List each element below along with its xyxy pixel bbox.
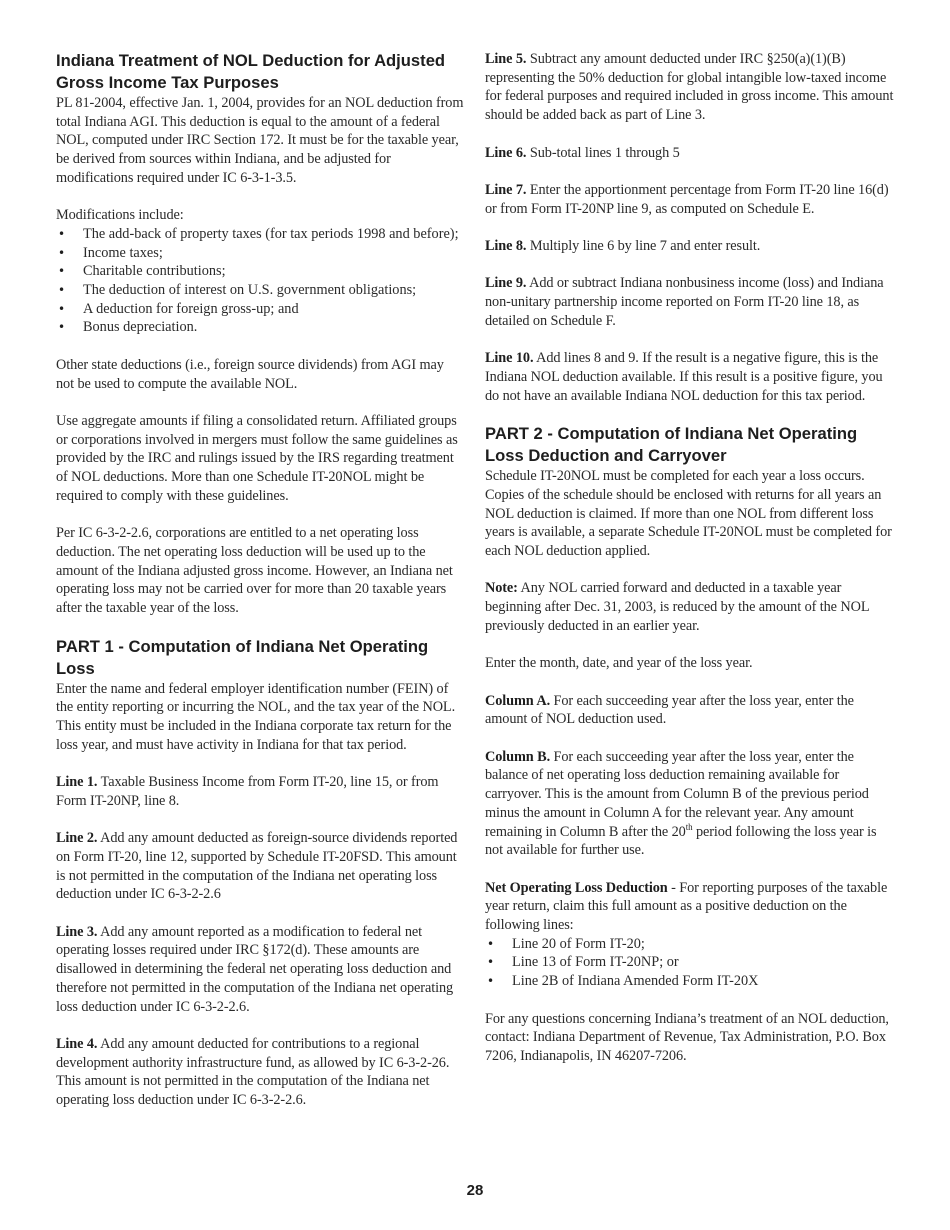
contact-paragraph: For any questions concerning Indiana’s treatment of an NOL deduction, contact: Indiana Department of Revenue, Tax Administration, P.O. Box 7206, Indianapolis, IN 46207-7206. bbox=[485, 1010, 889, 1064]
line-text: Enter the apportionment percentage from Form IT-20 line 16(d) or from Form IT-20NP line 9, as computed on Schedule E. bbox=[485, 181, 889, 217]
line-text: Add any amount reported as a modification to federal net operating losses required under IRC §172(d). These amounts are disallowed in determining the federal net operating loss deduction and therefore not permitted in the computation of the Indiana net operating loss deduction under IC 6-3-2-2.6. bbox=[56, 923, 454, 1015]
line-label: Line 4. bbox=[56, 1035, 98, 1052]
line-text: Taxable Business Income from Form IT-20, line 15, or from Form IT-20NP, line 8. bbox=[56, 774, 439, 809]
list-item: • Bonus depreciation. bbox=[56, 318, 464, 337]
line-2-paragraph bbox=[56, 829, 464, 904]
line-text: Multiply line 6 by line 7 and enter result. bbox=[526, 237, 761, 254]
heading-nol-agi: Indiana Treatment of NOL Deduction for Adjusted Gross Income Tax Purposes bbox=[56, 51, 446, 92]
column-a-text: For each succeeding year after the loss year, enter the amount of NOL deduction used. bbox=[485, 692, 854, 728]
column-b-text: For each succeeding year after the loss year, enter the balance of net operating loss deduction remaining available for carryover. This is the amount from Column B of the previous period minus the amount in Column A for the relevant year. Any amount remaining in Column B after the 20 bbox=[485, 748, 869, 840]
line-7-paragraph bbox=[485, 181, 897, 218]
note-label: Note: bbox=[485, 580, 518, 597]
line-label: Line 5. bbox=[485, 51, 527, 67]
list-item: • The add-back of property taxes (for tax periods 1998 and before); bbox=[56, 225, 464, 244]
other-deductions-paragraph: Other state deductions (i.e., foreign source dividends) from AGI may not be used to compute the available NOL. bbox=[56, 356, 444, 392]
list-item: • Charitable contributions; bbox=[56, 262, 464, 281]
line-label: Line 2. bbox=[56, 830, 98, 847]
line-1-paragraph bbox=[56, 773, 464, 810]
part1-intro-paragraph: Enter the name and federal employer identification number (FEIN) of the entity reporting or incurring the NOL, and the tax year of the NOL. This entity must be included in the Indiana corporate tax return for the loss year, and must have activity in Indiana for that tax period. bbox=[56, 680, 456, 753]
modifications-list bbox=[56, 225, 464, 337]
line-label: Line 7. bbox=[485, 181, 527, 198]
column-a-label: Column A. bbox=[485, 692, 551, 709]
intro-paragraph: PL 81-2004, effective Jan. 1, 2004, provides for an NOL deduction from total Indiana AGI. This deduction is equal to the amount of a federal NOL, computed under IRC Section 172. It must be for the taxable year, be derived from sources within Indiana, and be adjusted for modifications required under IC 6-3-1-3.5. bbox=[56, 95, 464, 186]
line-3-paragraph bbox=[56, 923, 464, 1017]
line-label: Line 9. bbox=[485, 275, 527, 292]
list-item: • Line 2B of Indiana Amended Form IT-20X bbox=[485, 972, 897, 991]
line-text: Add any amount deducted for contributions to a regional development authority infrastructure fund, as allowed by IC 6-3-2-26. This amount is not permitted in the computation of the Indiana net operating loss deduction under IC 6-3-2-2.6. bbox=[56, 1035, 450, 1109]
line-text: Add or subtract Indiana nonbusiness income (loss) and Indiana non-unitary partnership income reported on Form IT-20 line 18, as detailed on Schedule F. bbox=[485, 275, 884, 329]
line-label: Line 1. bbox=[56, 774, 98, 791]
page-number: 28 bbox=[466, 1182, 484, 1199]
list-item: • Line 20 of Form IT-20; bbox=[485, 935, 897, 954]
line-10-paragraph bbox=[485, 349, 897, 405]
list-item: • The deduction of interest on U.S. government obligations; bbox=[56, 281, 464, 300]
line-4-paragraph bbox=[56, 1035, 464, 1110]
column-b-label: Column B. bbox=[485, 748, 551, 765]
right-column bbox=[485, 50, 897, 1066]
column-a-paragraph bbox=[485, 692, 897, 729]
column-b-text-end: period following the loss year is not available for further use. bbox=[485, 823, 877, 859]
line-6-paragraph bbox=[485, 144, 897, 163]
enter-month-paragraph: Enter the month, date, and year of the loss year. bbox=[485, 655, 753, 672]
per-ic-paragraph: Per IC 6-3-2-2.6, corporations are entitled to a net operating loss deduction. The net operating loss deduction will be used up to the amount of the Indiana adjusted gross income. However, an Indiana net operating loss may not be carried over for more than 20 taxable years after the taxable year of the loss. bbox=[56, 525, 453, 616]
line-text: Add lines 8 and 9. If the result is a negative figure, this is the Indiana NOL deduction available. If this result is a positive figure, you do not have an available Indiana NOL deduction for this tax period. bbox=[485, 350, 883, 404]
nold-label: Net Operating Loss Deduction bbox=[485, 879, 668, 896]
nold-lines-list bbox=[485, 935, 897, 991]
column-b-paragraph bbox=[485, 748, 897, 860]
heading-part-2: PART 2 - Computation of Indiana Net Operating Loss Deduction and Carryover bbox=[485, 424, 858, 466]
line-label: Line 6. bbox=[485, 144, 527, 161]
note-paragraph bbox=[485, 579, 897, 635]
line-5-paragraph bbox=[485, 50, 897, 125]
superscript-th: th bbox=[685, 821, 693, 832]
list-item: • Income taxes; bbox=[56, 244, 464, 263]
note-text: Any NOL carried forward and deducted in a taxable year beginning after Dec. 31, 2003, is reduced by the amount of the NOL previously deducted in an earlier year. bbox=[485, 580, 869, 634]
line-label: Line 10. bbox=[485, 350, 534, 367]
aggregate-paragraph: Use aggregate amounts if filing a consolidated return. Affiliated groups or corporations involved in mergers must follow the same guidelines as provided by the IRC and rulings issued by the IRS regarding treatment of NOL deductions. More than one Schedule IT-20NOL might be required to comply with these guidelines. bbox=[56, 412, 458, 504]
left-column bbox=[56, 50, 464, 1110]
line-text: Subtract any amount deducted under IRC §250(a)(1)(B) representing the 50% deduction for global intangible low-taxed income for federal purposes and required included in gross income. This amount should be added back as part of Line 3. bbox=[485, 51, 894, 124]
line-9-paragraph bbox=[485, 274, 897, 330]
list-item: • A deduction for foreign gross-up; and bbox=[56, 300, 464, 319]
line-text: Sub-total lines 1 through 5 bbox=[526, 144, 680, 161]
nold-paragraph bbox=[485, 879, 897, 935]
list-item: • Line 13 of Form IT-20NP; or bbox=[485, 953, 897, 972]
part2-intro-paragraph: Schedule IT-20NOL must be completed for each year a loss occurs. Copies of the schedule should be enclosed with returns for all years an NOL deduction is claimed. If more than one NOL from different loss years is available, a separate Schedule IT-20NOL must be completed for each NOL deduction applied. bbox=[485, 468, 892, 560]
modifications-intro: Modifications include: bbox=[56, 207, 184, 224]
line-label: Line 3. bbox=[56, 923, 98, 940]
line-text: Add any amount deducted as foreign-source dividends reported on Form IT-20, line 12, supported by Schedule IT-20FSD. This amount is not permitted in the computation of the Indiana net operating loss deduction under IC 6-3-2-2.6 bbox=[56, 830, 458, 903]
line-8-paragraph bbox=[485, 237, 897, 256]
line-label: Line 8. bbox=[485, 237, 527, 254]
nold-text: - For reporting purposes of the taxable year return, claim this full amount as a positive deduction on the following lines: bbox=[485, 879, 888, 934]
heading-part-1: PART 1 - Computation of Indiana Net Operating Loss bbox=[56, 636, 429, 678]
